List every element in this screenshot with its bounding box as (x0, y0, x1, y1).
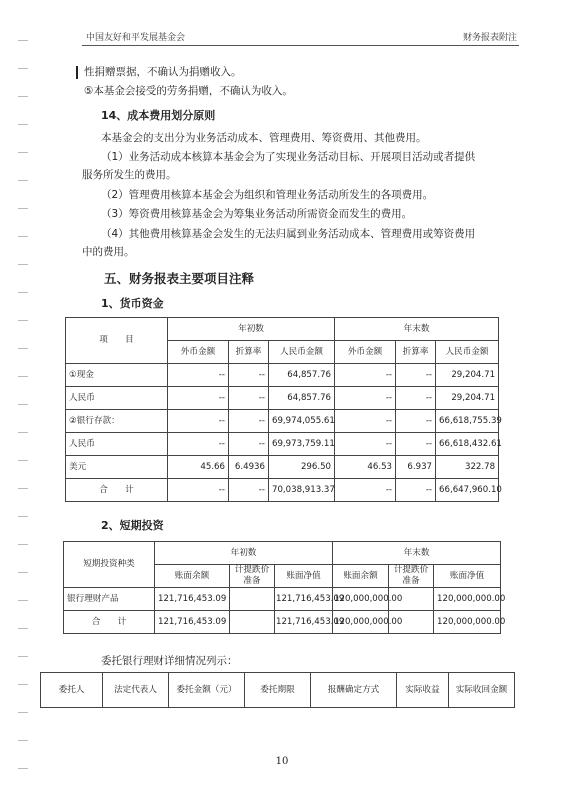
paragraph-business-cost: （1）业务活动成本核算本基金会为了实现业务活动目标、开展项目活动或者提供 (101, 151, 476, 163)
cash-header-begin: 年初数 (168, 318, 335, 341)
paragraph-fundraising-cost: （3）筹资费用核算基金会为筹集业务活动所需资金而发生的费用。 (101, 208, 413, 220)
table-row (66, 364, 499, 387)
cash-cell: 66,618,755.39 (436, 410, 499, 433)
invest-cell: 120,000,000.00 (434, 611, 501, 634)
cash-table (65, 317, 502, 502)
cash-cell: -- (229, 410, 269, 433)
cash-subheader: 外币金额 (168, 341, 229, 364)
cash-cell: -- (168, 433, 229, 456)
cash-cell: -- (396, 433, 436, 456)
cash-cell: 296.50 (269, 456, 335, 479)
invest-cell: 120,000,000.00 (434, 588, 501, 611)
cash-subheader: 外币金额 (335, 341, 396, 364)
paragraph-other-cost: （4）其他费用核算基金会发生的无法归属到业务活动成本、管理费用或筹资费用 (101, 228, 476, 240)
paragraph-donation-note: 性捐赠票据，不确认为捐赠收入。 (84, 66, 242, 78)
cash-cell: 45.66 (168, 456, 229, 479)
invest-cell-kind: 合 计 (64, 611, 155, 634)
cash-cell: -- (229, 364, 269, 387)
trust-header: 实际收回金额 (449, 673, 515, 708)
cash-cell: 322.78 (436, 456, 499, 479)
cash-cell: 66,618,432.61 (436, 433, 499, 456)
cash-cell-item: 人民币 (66, 387, 168, 410)
cash-cell: -- (168, 364, 229, 387)
heading-cost-principle: 14、成本费用划分原则 (101, 109, 216, 122)
cash-cell-item: ②银行存款： (66, 410, 168, 433)
cash-cell-item: 合 计 (66, 479, 168, 502)
paragraph-expense-types: 本基金会的支出分为业务活动成本、管理费用、筹资费用、其他费用。 (101, 132, 427, 144)
page-header (82, 30, 519, 44)
header-rule (82, 45, 519, 46)
invest-cell (230, 588, 275, 611)
table-row-total (64, 611, 501, 634)
cash-cell: -- (396, 364, 436, 387)
cash-cell: -- (396, 410, 436, 433)
cash-cell: 64,857.76 (269, 387, 335, 410)
header-doc-title: 财务报表附注 (462, 33, 517, 43)
invest-cell: 121,716,453.09 (155, 611, 230, 634)
invest-subheader: 账面净值 (275, 565, 333, 588)
cash-cell: -- (335, 410, 396, 433)
invest-subheader: 账面净值 (434, 565, 501, 588)
invest-subheader: 账面余额 (333, 565, 389, 588)
cash-cell: -- (335, 433, 396, 456)
cash-cell: 29,204.71 (436, 364, 499, 387)
page-number: 10 (275, 756, 289, 767)
cash-header-end: 年末数 (335, 318, 499, 341)
cash-cell-item: 人民币 (66, 433, 168, 456)
invest-subheader: 账面余额 (155, 565, 230, 588)
table-row (66, 387, 499, 410)
invest-cell: 120,000,000.00 (333, 611, 389, 634)
cash-cell-item: 美元 (66, 456, 168, 479)
paragraph-trust-intro: 委托银行理财详细情况列示： (101, 655, 238, 667)
cash-cell: 66,647,960.10 (436, 479, 499, 502)
trust-header: 报酬确定方式 (311, 673, 397, 708)
cash-cell: -- (168, 410, 229, 433)
invest-subheader: 计提跌价准备 (389, 565, 434, 588)
paragraph-other-cost-cont: 中的费用。 (82, 246, 135, 258)
trust-header: 委托期限 (245, 673, 311, 708)
invest-header-kind: 短期投资种类 (64, 542, 155, 588)
paragraph-admin-cost: （2）管理费用核算本基金会为组织和管理业务活动所发生的各项费用。 (101, 189, 434, 201)
cash-cell: -- (335, 364, 396, 387)
invest-cell: 121,716,453.09 (275, 588, 333, 611)
cash-cell: -- (396, 479, 436, 502)
trust-header: 法定代表人 (103, 673, 169, 708)
cash-cell: -- (229, 433, 269, 456)
cash-cell: 70,038,913.37 (269, 479, 335, 502)
cash-cell: -- (335, 479, 396, 502)
cash-subheader: 折算率 (229, 341, 269, 364)
cash-cell: 64,857.76 (269, 364, 335, 387)
table-row-total (66, 479, 499, 502)
section-heading-notes: 五、财务报表主要项目注释 (104, 271, 255, 286)
cash-subheader: 人民币金额 (436, 341, 499, 364)
paragraph-business-cost-cont: 服务所发生的费用。 (82, 169, 177, 181)
cash-cell: 6.4936 (229, 456, 269, 479)
invest-cell-kind: 银行理财产品 (64, 588, 155, 611)
cash-cell: -- (229, 479, 269, 502)
investment-table (63, 541, 506, 634)
cash-cell: 69,974,055.61 (269, 410, 335, 433)
table-row (66, 456, 499, 479)
invest-cell: 120,000,000.00 (333, 588, 389, 611)
invest-subheader: 计提跌价准备 (230, 565, 275, 588)
table-row (64, 588, 501, 611)
cash-cell: -- (229, 387, 269, 410)
cash-cell: -- (335, 387, 396, 410)
table-row (66, 410, 499, 433)
trust-table (40, 672, 515, 708)
cash-cell: 46.53 (335, 456, 396, 479)
cash-subheader: 折算率 (396, 341, 436, 364)
subheading-cash: 1、货币资金 (101, 297, 164, 310)
invest-cell (230, 611, 275, 634)
paragraph-labor-donation: ⑤本基金会接受的劳务捐赠，不确认为收入。 (84, 85, 293, 97)
cash-cell: 6.937 (396, 456, 436, 479)
invest-header-end: 年末数 (333, 542, 501, 565)
cash-subheader: 人民币金额 (269, 341, 335, 364)
trust-header: 委托人 (41, 673, 103, 708)
revision-bar (76, 66, 78, 79)
cash-cell-item: ①现金 (66, 364, 168, 387)
table-row (66, 433, 499, 456)
cash-cell: -- (168, 387, 229, 410)
cash-header-item: 项 目 (66, 318, 168, 364)
invest-cell: 121,716,453.09 (275, 611, 333, 634)
invest-cell: 121,716,453.09 (155, 588, 230, 611)
header-org-name: 中国友好和平发展基金会 (86, 33, 186, 43)
cash-cell: 69,973,759.11 (269, 433, 335, 456)
invest-header-begin: 年初数 (155, 542, 333, 565)
cash-cell: -- (396, 387, 436, 410)
trust-header: 实际收益 (397, 673, 449, 708)
cash-cell: -- (168, 479, 229, 502)
subheading-short-term-investment: 2、短期投资 (101, 519, 164, 532)
cash-cell: 29,204.71 (436, 387, 499, 410)
trust-header: 委托金额（元） (169, 673, 245, 708)
binding-margin-marks (0, 0, 30, 800)
